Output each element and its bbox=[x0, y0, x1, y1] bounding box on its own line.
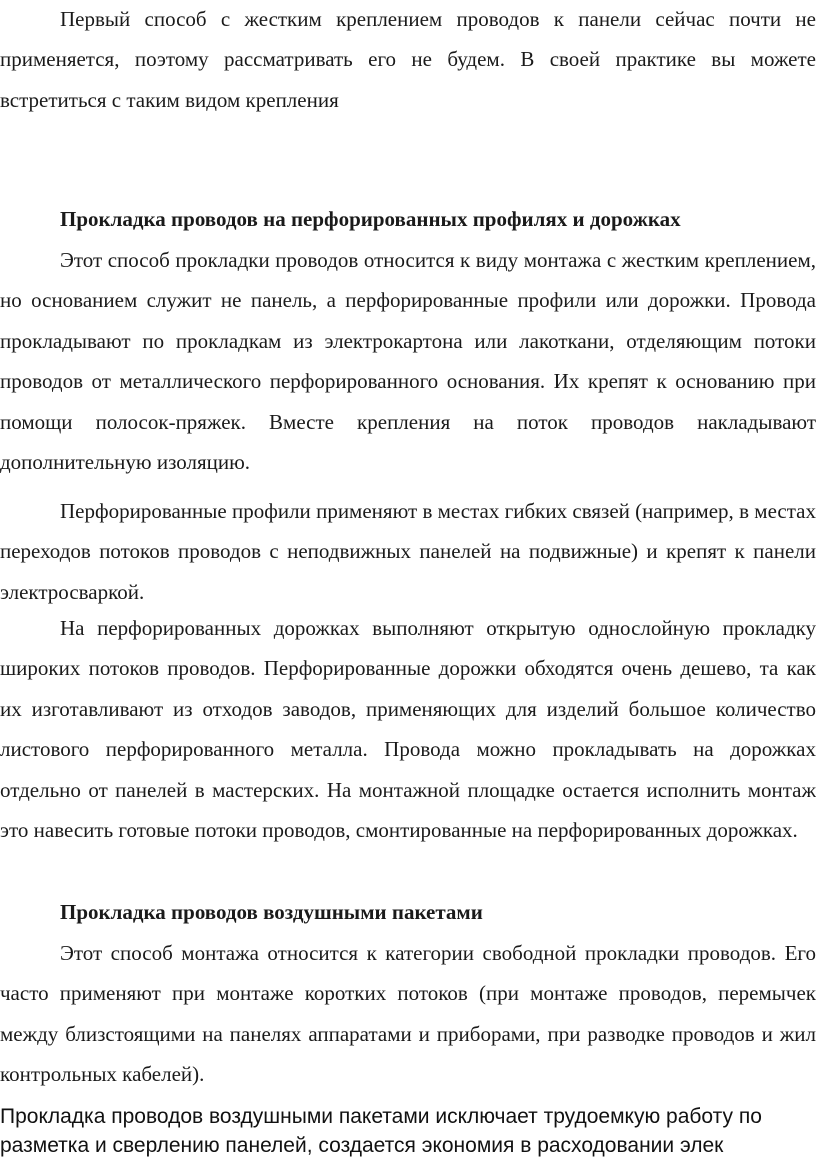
section-heading-perforated: Прокладка проводов на перфорированных профилях и дорожках bbox=[60, 207, 681, 231]
perforated-paragraph-2: Перфорированные профили применяют в местах гибких связей (например, в местах переходов потоков проводов с неподвижных панелей на подвижные) и крепят к панели электросваркой. bbox=[0, 499, 816, 604]
intro-paragraph: Первый способ с жестким креплением проводов к панели сейчас почти не применяется, поэтому рассматривать его не будем. В своей практике вы можете встретиться с таким видом крепления bbox=[0, 7, 816, 112]
perforated-paragraph-1: Этот способ прокладки проводов относится к виду монтажа с жестким креплением, но основанием служит не панель, а перфорированные профили или дорожки. Провода прокладывают по прокладкам из электрокартона или лакоткани, отделяющим потоки проводов от металлического перфорированного основания. Их крепят к основанию при помощи полосок-пряжек. Вместе крепления на поток проводов накладывают дополнительную изоляцию. bbox=[0, 248, 816, 475]
air-bundles-tail-paragraph: Прокладка проводов воздушными пакетами исключает трудоемкую работу по разметка и сверлению панелей, создается экономия в расходовании элек bbox=[0, 1105, 762, 1157]
air-bundles-paragraph-1: Этот способ монтажа относится к категории свободной прокладки проводов. Его часто применяют при монтаже коротких потоков (при монтаже проводов, перемычек между близстоящими на панелях аппаратами и приборами, при разводке проводов и жил контрольных кабелей). bbox=[0, 941, 816, 1087]
section-heading-air-bundles: Прокладка проводов воздушными пакетами bbox=[60, 900, 483, 924]
perforated-paragraph-3: На перфорированных дорожках выполняют открытую однослойную прокладку широких потоков проводов. Перфорированные дорожки обходятся очень дешево, та как их изготавливают из отходов заводов, применяющих для изделий большое количество листового перфорированного металла. Провода можно прокладывать на дорожках отдельно от панелей в мастерских. На монтажной площадке остается исполнить монтаж это навесить готовые потоки проводов, смонтированные на перфорированных дорожках. bbox=[0, 616, 816, 843]
